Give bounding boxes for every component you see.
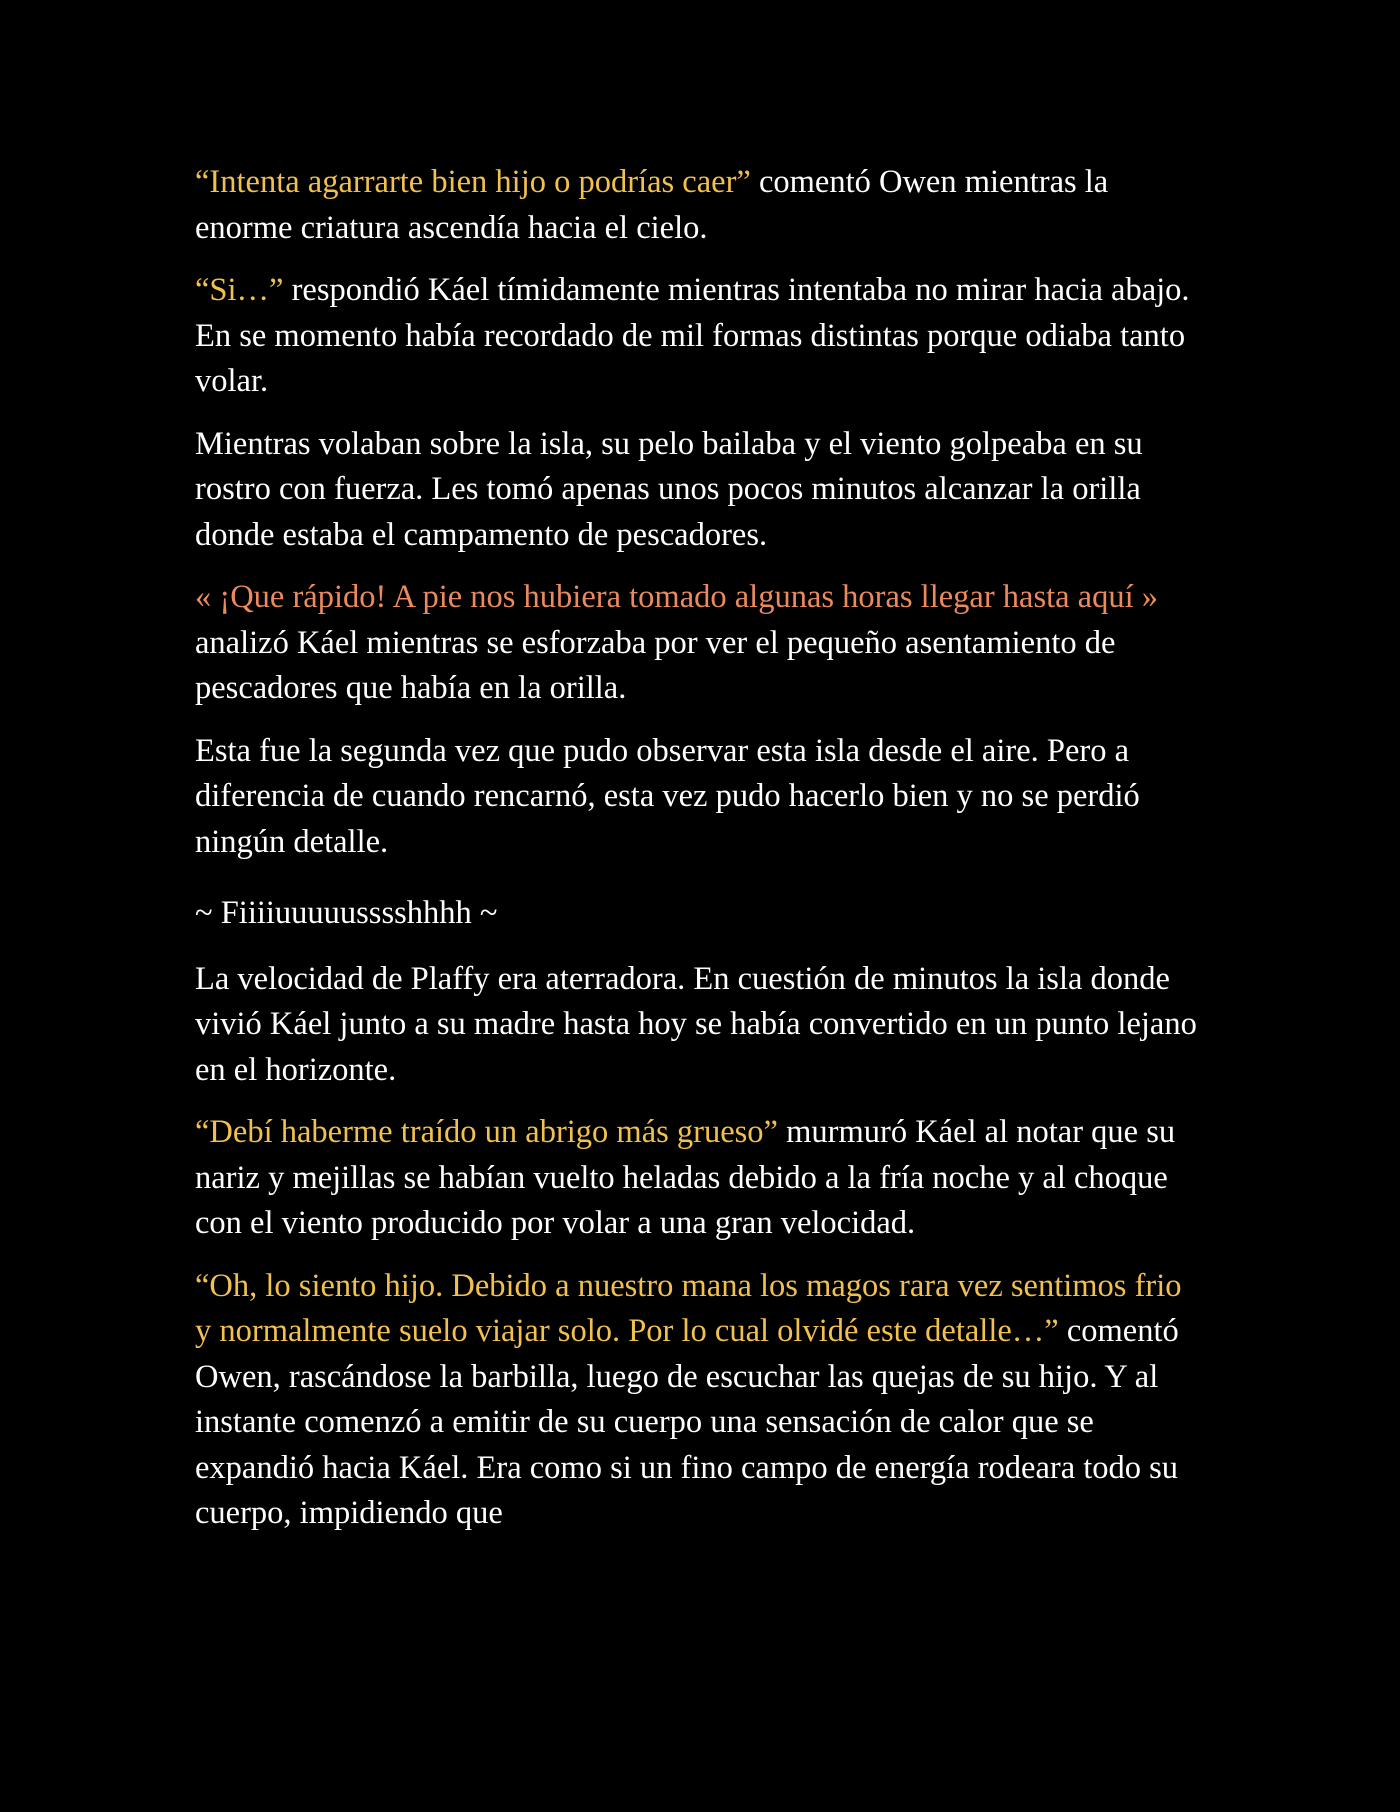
paragraph-8 <box>195 1110 1205 1247</box>
paragraph-4 <box>195 575 1205 712</box>
narration-text: respondió Káel tímidamente mientras intentaba no mirar hacia abajo. En se momento había recordado de mil formas distintas porque odiaba tanto volar. <box>195 272 1190 399</box>
sound-effect <box>195 891 1205 937</box>
sound-effect-text: ~ Fiiiiuuuuusssshhhh ~ <box>195 895 498 931</box>
paragraph-1 <box>195 160 1205 251</box>
narration-text: Esta fue la segunda vez que pudo observar esta isla desde el aire. Pero a diferencia de cuando rencarnó, esta vez pudo hacerlo bien y no se perdió ningún detalle. <box>195 732 1140 860</box>
narration-text: comentó Owen, rascándose la barbilla, luego de escuchar las quejas de su hijo. Y al instante comenzó a emitir de su cuerpo una sensación de calor que se expandió hacia Káel. Era como si un fino campo de energía rodeara todo su cuerpo, impidiendo que <box>195 1313 1179 1531</box>
paragraph-2 <box>195 268 1205 405</box>
paragraph-7 <box>195 957 1205 1094</box>
dialogue-text: “Si…” <box>195 272 284 308</box>
dialogue-text: “Oh, lo siento hijo. Debido a nuestro mana los magos rara vez sentimos frio y normalmente suelo viajar solo. Por lo cual olvidé este detalle…” <box>195 1267 1182 1349</box>
narration-text: murmuró Káel al notar que su nariz y mejillas se habían vuelto heladas debido a la fría noche y al choque con el viento producido por volar a una gran velocidad. <box>195 1114 1176 1241</box>
dialogue-text: “Debí haberme traído un abrigo más grueso” <box>195 1114 778 1150</box>
paragraph-9 <box>195 1264 1205 1537</box>
paragraph-5 <box>195 729 1205 866</box>
narration-text: comentó Owen mientras la enorme criatura ascendía hacia el cielo. <box>195 164 1109 246</box>
story-text <box>195 160 1205 1554</box>
thought-text: « ¡Que rápido! A pie nos hubiera tomado algunas horas llegar hasta aquí » <box>195 579 1159 615</box>
narration-text: La velocidad de Plaffy era aterradora. En cuestión de minutos la isla donde vivió Káel junto a su madre hasta hoy se había convertido en un punto lejano en el horizonte. <box>195 960 1197 1088</box>
paragraph-3 <box>195 422 1205 559</box>
narration-text: Mientras volaban sobre la isla, su pelo bailaba y el viento golpeaba en su rostro con fuerza. Les tomó apenas unos pocos minutos alcanzar la orilla donde estaba el campamento de pescadores. <box>195 425 1143 553</box>
narration-text: analizó Káel mientras se esforzaba por ver el pequeño asentamiento de pescadores que había en la orilla. <box>195 624 1116 706</box>
dialogue-text: “Intenta agarrarte bien hijo o podrías caer” <box>195 164 751 200</box>
